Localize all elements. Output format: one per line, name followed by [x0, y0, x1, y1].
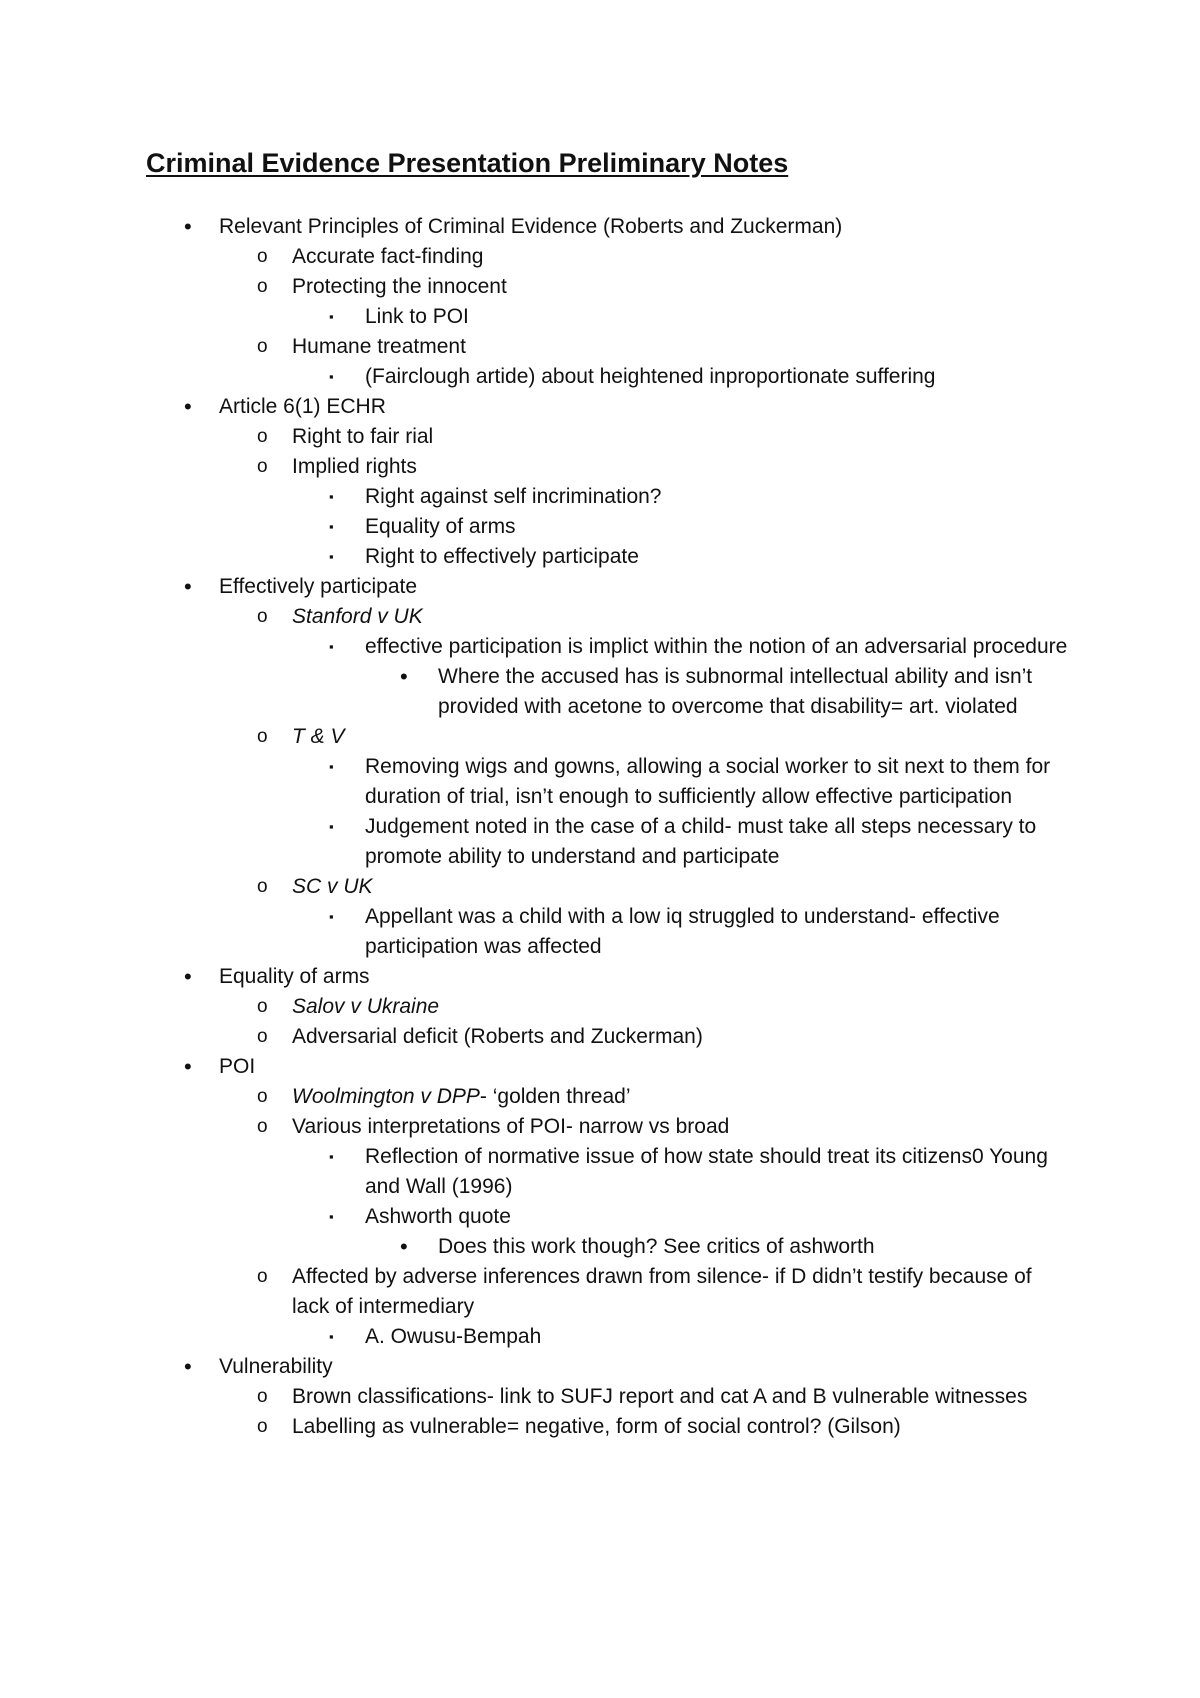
- case-name: SC v UK: [292, 875, 373, 898]
- list-item: [0, 212, 1200, 242]
- list-item: [0, 272, 1200, 302]
- list-item: [0, 1022, 1200, 1052]
- bullet-marker: ▪: [329, 489, 334, 504]
- item-text: Brown classifications- link to SUFJ report and cat A and B vulnerable witnesses: [292, 1385, 1028, 1408]
- bullet-marker: o: [257, 1266, 268, 1287]
- list-item-text: [365, 752, 1070, 812]
- list-item-text: [365, 812, 1070, 872]
- item-text: Various interpretations of POI- narrow vs broad: [292, 1115, 730, 1138]
- list-item-text: [292, 272, 1072, 302]
- list-item: [0, 1112, 1200, 1142]
- bullet-marker: •: [184, 1354, 192, 1379]
- item-text: Effectively participate: [219, 575, 418, 598]
- list-item: [0, 1412, 1200, 1442]
- bullet-marker: o: [257, 606, 268, 627]
- case-name: Woolmington v DPP: [292, 1085, 480, 1108]
- list-item: [0, 302, 1200, 332]
- bullet-marker: •: [400, 664, 408, 689]
- item-text: Vulnerability: [219, 1355, 333, 1378]
- bullet-marker: o: [257, 876, 268, 897]
- list-item: [0, 602, 1200, 632]
- item-text: Where the accused has is subnormal intellectual ability and isn’t provided with acetone to overcome that disability= art. violated: [438, 665, 1033, 718]
- list-item: [0, 812, 1200, 872]
- case-name: Salov v Ukraine: [292, 995, 440, 1018]
- item-text: Right against self incrimination?: [365, 485, 662, 508]
- item-text: Reflection of normative issue of how state should treat its citizens0 Young and Wall (1996): [365, 1145, 1048, 1198]
- list-item-text: [292, 602, 1072, 632]
- list-item-text: [219, 1352, 1139, 1382]
- item-text: Link to POI: [365, 305, 469, 328]
- bullet-marker: ▪: [329, 519, 334, 534]
- bullet-marker: o: [257, 336, 268, 357]
- list-item-text: [365, 632, 1070, 662]
- item-text: Appellant was a child with a low iq struggled to understand- effective participation was affected: [365, 905, 1000, 958]
- bullet-marker: ▪: [329, 819, 334, 834]
- list-item-text: [365, 1142, 1070, 1202]
- list-item-text: [219, 1052, 1139, 1082]
- item-text: Article 6(1) ECHR: [219, 395, 386, 418]
- bullet-marker: ▪: [329, 309, 334, 324]
- bullet-marker: o: [257, 1086, 268, 1107]
- bullet-marker: ▪: [329, 909, 334, 924]
- list-item-text: [292, 1112, 1072, 1142]
- list-item: [0, 422, 1200, 452]
- item-text: Right to effectively participate: [365, 545, 639, 568]
- bullet-marker: o: [257, 456, 268, 477]
- list-item-text: [219, 212, 1139, 242]
- list-item-text: [219, 392, 1139, 422]
- list-item-text: [292, 242, 1072, 272]
- bullet-marker: o: [257, 996, 268, 1017]
- list-item-text: [292, 1262, 1072, 1322]
- bullet-marker: •: [184, 1054, 192, 1079]
- list-item-text: [292, 1382, 1072, 1412]
- bullet-marker: •: [184, 964, 192, 989]
- list-item-text: [365, 1202, 1070, 1232]
- item-text: Protecting the innocent: [292, 275, 507, 298]
- bullet-marker: •: [184, 394, 192, 419]
- bullet-marker: o: [257, 1386, 268, 1407]
- item-text: Relevant Principles of Criminal Evidence (Roberts and Zuckerman): [219, 215, 843, 238]
- list-item: [0, 392, 1200, 422]
- bullet-marker: ▪: [329, 369, 334, 384]
- bullet-marker: ▪: [329, 549, 334, 564]
- item-text-rest: - ‘golden thread’: [479, 1085, 631, 1108]
- item-text: Implied rights: [292, 455, 417, 478]
- list-item-text: [292, 1082, 1072, 1112]
- list-item: [0, 1142, 1200, 1202]
- list-item: [0, 242, 1200, 272]
- item-text: Adversarial deficit (Roberts and Zuckerman): [292, 1025, 703, 1048]
- case-name: Stanford v UK: [292, 605, 423, 628]
- list-item: [0, 1262, 1200, 1322]
- item-text: Does this work though? See critics of ashworth: [438, 1235, 875, 1258]
- list-item: [0, 1202, 1200, 1232]
- list-item: [0, 962, 1200, 992]
- list-item-text: [292, 1412, 1072, 1442]
- notes-list: [0, 212, 1200, 1442]
- list-item: [0, 662, 1200, 722]
- bullet-marker: ▪: [329, 1329, 334, 1344]
- list-item-text: [292, 422, 1072, 452]
- list-item: [0, 332, 1200, 362]
- list-item: [0, 992, 1200, 1022]
- list-item: [0, 482, 1200, 512]
- list-item: [0, 1052, 1200, 1082]
- bullet-marker: ▪: [329, 1209, 334, 1224]
- list-item: [0, 1382, 1200, 1412]
- bullet-marker: o: [257, 276, 268, 297]
- list-item-text: [292, 722, 1072, 752]
- list-item-text: [365, 542, 1070, 572]
- list-item-text: [438, 1232, 1038, 1262]
- item-text: Equality of arms: [219, 965, 370, 988]
- bullet-marker: •: [184, 574, 192, 599]
- bullet-marker: o: [257, 726, 268, 747]
- bullet-marker: o: [257, 1116, 268, 1137]
- bullet-marker: •: [400, 1234, 408, 1259]
- list-item-text: [365, 482, 1070, 512]
- item-text: effective participation is implict within the notion of an adversarial procedure: [365, 635, 1068, 658]
- bullet-marker: •: [184, 214, 192, 239]
- list-item-text: [219, 962, 1139, 992]
- list-item-text: [438, 662, 1038, 722]
- list-item: [0, 872, 1200, 902]
- bullet-marker: o: [257, 1026, 268, 1047]
- list-item: [0, 632, 1200, 662]
- list-item-text: [292, 332, 1072, 362]
- list-item-text: [292, 1022, 1072, 1052]
- item-text: (Fairclough artide) about heightened inproportionate suffering: [365, 365, 936, 388]
- list-item: [0, 722, 1200, 752]
- item-text: Ashworth quote: [365, 1205, 511, 1228]
- list-item: [0, 1082, 1200, 1112]
- list-item: [0, 572, 1200, 602]
- list-item: [0, 1232, 1200, 1262]
- list-item: [0, 752, 1200, 812]
- list-item: [0, 512, 1200, 542]
- bullet-marker: o: [257, 1416, 268, 1437]
- case-name: T & V: [292, 725, 345, 748]
- list-item: [0, 1352, 1200, 1382]
- list-item-text: [365, 362, 1070, 392]
- item-text: Humane treatment: [292, 335, 466, 358]
- list-item-text: [292, 872, 1072, 902]
- list-item: [0, 452, 1200, 482]
- list-item-text: [365, 1322, 1070, 1352]
- list-item: [0, 542, 1200, 572]
- item-text: Judgement noted in the case of a child- must take all steps necessary to promote ability to understand and participate: [365, 815, 1037, 868]
- item-text: Equality of arms: [365, 515, 516, 538]
- list-item-text: [365, 512, 1070, 542]
- item-text: Accurate fact-finding: [292, 245, 484, 268]
- list-item-text: [365, 902, 1070, 962]
- page-title: Criminal Evidence Presentation Preliminary Notes: [146, 148, 789, 178]
- list-item: [0, 362, 1200, 392]
- bullet-marker: o: [257, 246, 268, 267]
- item-text: Right to fair rial: [292, 425, 434, 448]
- list-item-text: [365, 302, 1070, 332]
- bullet-marker: o: [257, 426, 268, 447]
- bullet-marker: ▪: [329, 639, 334, 654]
- list-item-text: [292, 992, 1072, 1022]
- list-item: [0, 902, 1200, 962]
- list-item-text: [292, 452, 1072, 482]
- item-text: Affected by adverse inferences drawn from silence- if D didn’t testify because of lack of intermediary: [292, 1265, 1032, 1318]
- list-item-text: [219, 572, 1139, 602]
- bullet-marker: ▪: [329, 759, 334, 774]
- item-text: Labelling as vulnerable= negative, form of social control? (Gilson): [292, 1415, 901, 1438]
- item-text: A. Owusu-Bempah: [365, 1325, 542, 1348]
- item-text: POI: [219, 1055, 256, 1078]
- item-text: Removing wigs and gowns, allowing a social worker to sit next to them for duration of trial, isn’t enough to sufficiently allow effective participation: [365, 755, 1051, 808]
- bullet-marker: ▪: [329, 1149, 334, 1164]
- list-item: [0, 1322, 1200, 1352]
